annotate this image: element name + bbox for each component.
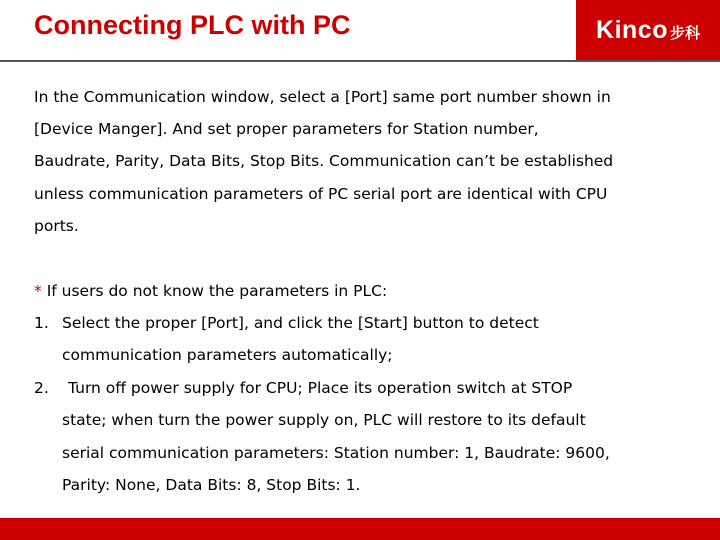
step-text: state; when turn the power supply on, PLC will restore to its default	[62, 411, 586, 429]
paragraph-line: [Device Manger]. And set proper parameters for Station number,	[34, 120, 539, 138]
footer-bar	[0, 518, 720, 540]
paragraph-line: Baudrate, Parity, Data Bits, Stop Bits. Communication can’t be established	[34, 152, 614, 170]
paragraph-line: unless communication parameters of PC serial port are identical with CPU	[34, 185, 608, 203]
step-number: 1.	[34, 314, 49, 332]
logo-chinese-text: 步科	[669, 24, 700, 42]
logo-wordmark: Kinco	[596, 16, 668, 44]
header-divider	[0, 60, 720, 62]
note-asterisk: *	[34, 282, 42, 300]
step-text: Parity: None, Data Bits: 8, Stop Bits: 1.	[62, 476, 361, 494]
kinco-logo	[576, 0, 720, 61]
note-line	[34, 282, 387, 300]
step-text: Select the proper [Port], and click the [Start] button to detect	[62, 314, 539, 332]
note-text: If users do not know the parameters in PLC:	[46, 282, 388, 300]
step-text: serial communication parameters: Station number: 1, Baudrate: 9600,	[62, 444, 610, 462]
paragraph-line: In the Communication window, select a [Port] same port number shown in	[34, 88, 611, 106]
step-text: Turn off power supply for CPU; Place its operation switch at STOP	[68, 379, 573, 397]
paragraph-line: ports.	[34, 217, 79, 235]
step-number: 2.	[34, 379, 49, 397]
slide-title: Connecting PLC with PC	[34, 10, 351, 40]
step-text: communication parameters automatically;	[62, 346, 393, 364]
